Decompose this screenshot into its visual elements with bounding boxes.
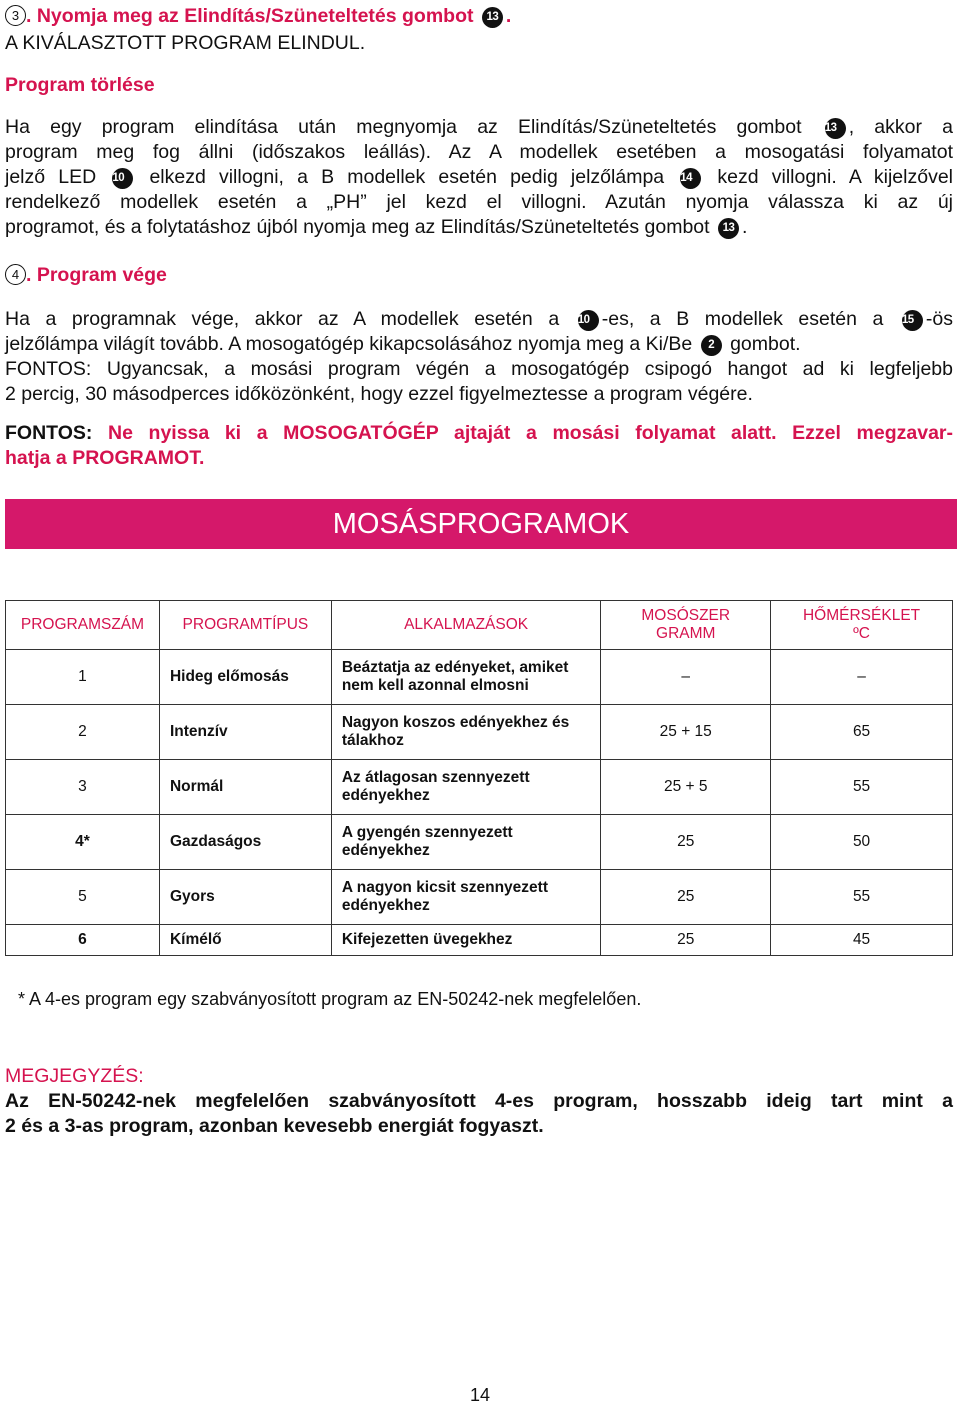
text-line: jelző LED 10 elkezd villogni, a B modellek esetén pedig jelzőlámpa 14 kezd villogni. A kijelzővel: [5, 166, 954, 188]
step3-number-icon: 3: [5, 5, 26, 26]
step3-heading: 3 . Nyomja meg az Elindítás/Szüneteltetés gombot 13 .: [5, 4, 511, 29]
step3-subtitle: A KIVÁLASZTOTT PROGRAM ELINDUL.: [5, 32, 366, 54]
step4-number-icon: 4: [5, 264, 26, 285]
text-line: jelzőlámpa világít tovább. A mosogatógép kikapcsolásához nyomja meg a Ki/Be 2 gombot.: [5, 333, 801, 355]
lamp-14-icon: 14: [680, 168, 701, 189]
text-line: FONTOS: Ne nyissa ki a MOSOGATÓGÉP ajtaját a mosási folyamat alatt. Ezzel megzavar-: [5, 422, 953, 444]
program-delete-paragraph: [5, 115, 953, 240]
table-row: 2 Intenzív Nagyon koszos edényekhez és tálakhoz 25 + 15 65: [6, 705, 953, 760]
table-row: 1 Hideg előmosás Beáztatja az edényeket, amiket nem kell azonnal elmosni – –: [6, 650, 953, 705]
header-program-number: PROGRAMSZÁM: [6, 601, 160, 650]
led-10-icon: 10: [578, 310, 599, 331]
table-row: 5 Gyors A nagyon kicsit szennyezett edényekhez 25 55: [6, 870, 953, 925]
program-end-paragraph: [5, 307, 953, 407]
lamp-15-icon: 15: [902, 310, 923, 331]
program-delete-heading: Program törlése: [5, 74, 155, 96]
warning-paragraph: [5, 421, 953, 471]
header-program-type: PROGRAMTÍPUS: [159, 601, 331, 650]
section-title-bar: MOSÁSPROGRAMOK: [5, 499, 957, 549]
text-line: Ha egy program elindítása után megnyomja az Elindítás/Szüneteltetés gombot 13 , akkor a: [5, 116, 953, 138]
text-line: hatja a PROGRAMOT.: [5, 447, 205, 469]
text-line: 2 és a 3-as program, azonban kevesebb energiát fogyaszt.: [5, 1115, 544, 1137]
note-heading: MEGJEGYZÉS:: [5, 1065, 144, 1087]
text-line: Az EN-50242-nek megfelelően szabványosított 4-es program, hosszabb ideig tart mint a: [5, 1090, 953, 1112]
note-section: [5, 1064, 953, 1139]
start-pause-button-icon: 13: [718, 218, 739, 239]
footnote: * A 4-es program egy szabványosított program az EN-50242-nek megfelelően.: [18, 989, 642, 1009]
text-line: program meg fog állni (időszakos leállás). Az A modellek esetében a mosogatási folyamatot: [5, 141, 953, 163]
text-line: programot, és a folytatáshoz újból nyomja meg az Elindítás/Szüneteltetés gombot 13 .: [5, 216, 748, 238]
start-pause-button-icon: 13: [482, 7, 503, 28]
table-row: 4* Gazdaságos A gyengén szennyezett edényekhez 25 50: [6, 815, 953, 870]
text-line: Ha a programnak vége, akkor az A modellek esetén a 10 -es, a B modellek esetén a 15 -ös: [5, 308, 953, 330]
table-row: 3 Normál Az átlagosan szennyezett edényekhez 25 + 5 55: [6, 760, 953, 815]
text-line: 2 percig, 30 másodperces időközönként, hogy ezzel figyelmeztesse a program végére.: [5, 383, 753, 405]
header-applications: ALKALMAZÁSOK: [331, 601, 601, 650]
table-header-row: [6, 601, 953, 650]
page-number: 14: [469, 1385, 491, 1405]
step3-title: . Nyomja meg az Elindítás/Szüneteltetés gombot: [26, 5, 479, 27]
start-pause-button-icon: 13: [825, 118, 846, 139]
table-row: 6 Kímélő Kifejezetten üvegekhez 25 45: [6, 925, 953, 956]
header-detergent: MOSÓSZER GRAMM: [601, 601, 771, 650]
program-table: [5, 600, 953, 956]
on-off-button-icon: 2: [701, 335, 722, 356]
step4-heading: 4 . Program vége: [5, 263, 167, 288]
header-temperature: HŐMÉRSÉKLET ºC: [771, 601, 953, 650]
led-10-icon: 10: [112, 168, 133, 189]
text-line: rendelkező modellek esetén a „PH” jel kezd el villogni. Azután nyomja válassza ki az új: [5, 191, 953, 213]
text-line: FONTOS: Ugyancsak, a mosási program végén a mosogatógép csipogó hangot ad ki legfeljebb: [5, 358, 953, 380]
